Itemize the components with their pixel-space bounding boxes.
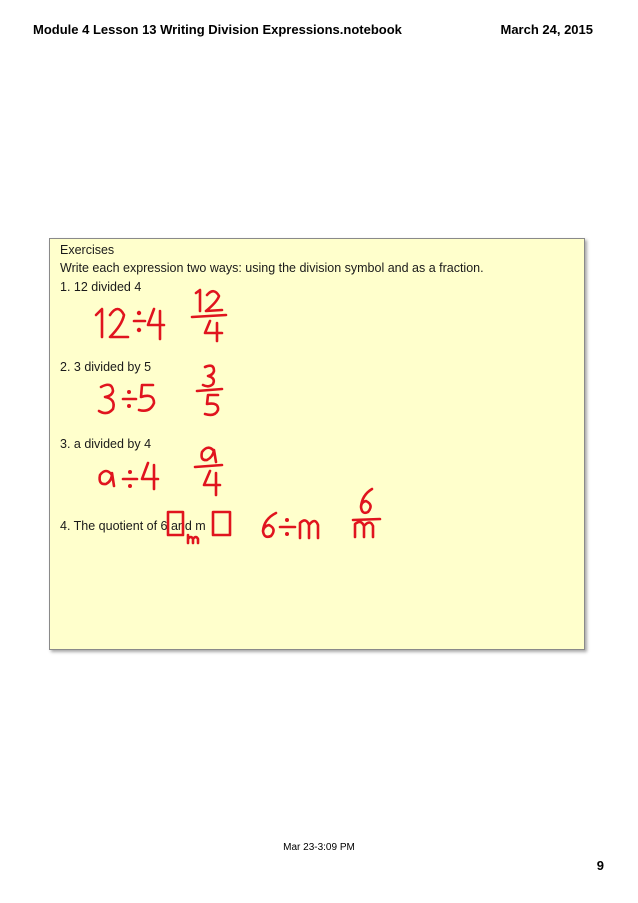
exercise-note (49, 238, 585, 650)
handwritten-answer-1-division (96, 309, 164, 339)
handwritten-answer-3-division (100, 463, 158, 489)
handwritten-answer-2-division (99, 385, 154, 413)
handwritten-answer-4-division (263, 513, 318, 538)
exercise-item-2: 2. 3 divided by 5 (60, 360, 152, 374)
exercises-heading: Exercises (60, 243, 115, 257)
exercise-item-3: 3. a divided by 4 (60, 437, 152, 451)
handwritten-answers (50, 239, 586, 651)
timestamp: Mar 23-3:09 PM (283, 842, 355, 853)
notebook-title: Module 4 Lesson 13 Writing Division Expressions.notebook (33, 22, 402, 37)
handwritten-answer-3-fraction (195, 448, 222, 495)
handwritten-answer-1-fraction (192, 290, 226, 341)
exercise-instructions: Write each expression two ways: using the division symbol and as a fraction. (60, 261, 484, 275)
handwritten-boxes (168, 512, 230, 543)
exercise-item-1: 1. 12 divided 4 (60, 280, 142, 294)
handwritten-answer-2-fraction (197, 366, 222, 415)
page-number: 9 (596, 858, 604, 873)
notebook-date: March 24, 2015 (500, 22, 593, 37)
exercise-item-4: 4. The quotient of 6 and m (60, 519, 206, 533)
handwritten-answer-4-fraction (353, 489, 380, 537)
